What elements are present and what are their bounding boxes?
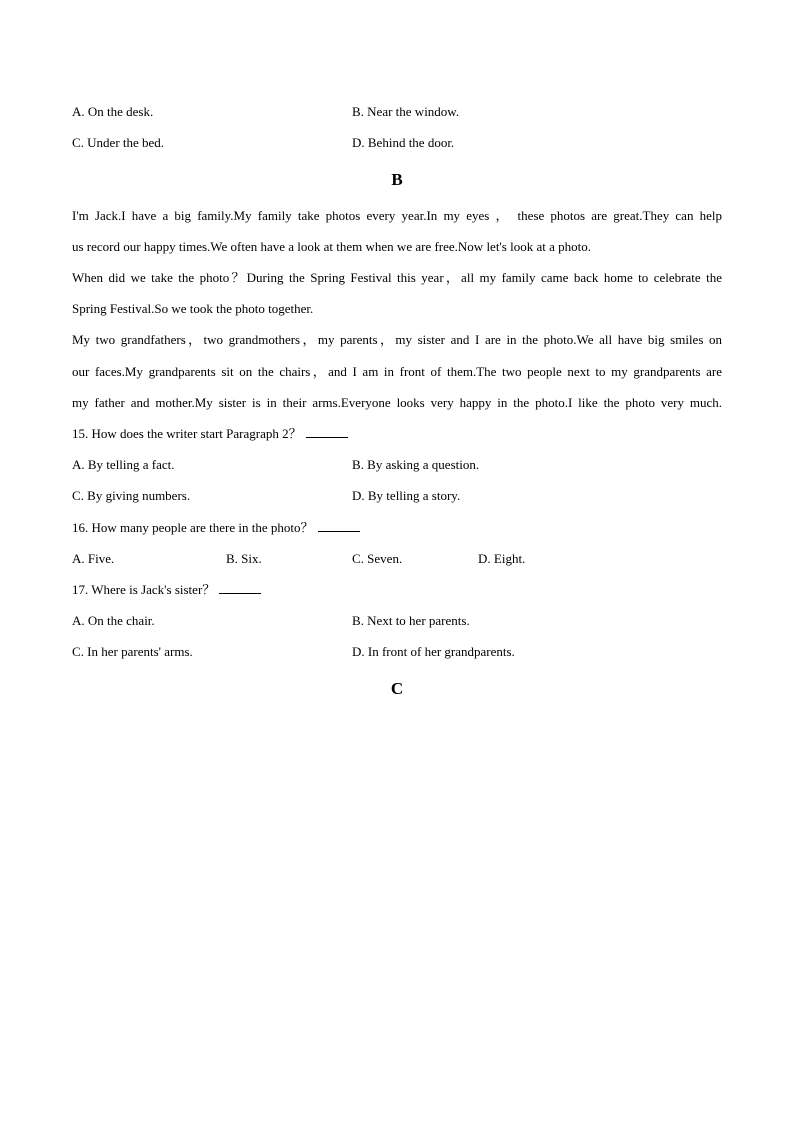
passage-line: my father and mother.My sister is in their arms.Everyone looks very happy in the photo.I like the photo very much. (72, 395, 722, 410)
option-d: D. Behind the door. (352, 135, 455, 150)
question-16 (72, 518, 360, 538)
question-stem: 17. Where is Jack's sister？ (72, 582, 216, 597)
passage-line: When did we take the photo？During the Spring Festival this year，all my family came back home to celebrate the (72, 270, 722, 285)
passage-line: Spring Festival.So we took the photo together. (72, 301, 314, 316)
option-row (72, 549, 722, 569)
option-row (72, 486, 722, 506)
option-c[interactable]: C. By giving numbers. (72, 488, 191, 503)
option-c[interactable]: C. In her parents' arms. (72, 644, 193, 659)
answer-blank[interactable] (318, 519, 360, 532)
option-a: A. On the desk. (72, 104, 154, 119)
option-row (72, 642, 722, 662)
question-stem: 16. How many people are there in the photo？ (72, 520, 314, 535)
answer-blank[interactable] (306, 425, 348, 438)
question-15 (72, 424, 348, 444)
option-d[interactable]: D. In front of her grandparents. (352, 644, 515, 659)
passage-line: My two grandfathers，two grandmothers，my parents，my sister and I are in the photo.We all have big smiles on (72, 332, 722, 347)
option-row (72, 133, 722, 153)
option-b[interactable]: B. Next to her parents. (352, 613, 470, 628)
option-d[interactable]: D. By telling a story. (352, 488, 461, 503)
option-a[interactable]: A. Five. (72, 551, 115, 566)
section-heading-b: B (391, 170, 403, 189)
option-b[interactable]: B. Six. (226, 551, 262, 566)
option-c: C. Under the bed. (72, 135, 165, 150)
option-a[interactable]: A. On the chair. (72, 613, 155, 628)
question-stem: 15. How does the writer start Paragraph 2？ (72, 426, 302, 441)
option-a[interactable]: A. By telling a fact. (72, 457, 175, 472)
option-row (72, 611, 722, 631)
passage-line: I'm Jack.I have a big family.My family take photos every year.In my eyes ， these photos are great.They can help (72, 208, 722, 223)
option-b[interactable]: B. By asking a question. (352, 457, 480, 472)
question-17 (72, 580, 261, 600)
passage-line: our faces.My grandparents sit on the chairs，and I am in front of them.The two people next to my grandparents are (72, 364, 722, 379)
option-c[interactable]: C. Seven. (352, 551, 403, 566)
section-heading-c: C (390, 679, 404, 698)
answer-blank[interactable] (219, 581, 261, 594)
option-row (72, 102, 722, 122)
option-d[interactable]: D. Eight. (478, 551, 526, 566)
option-row (72, 455, 722, 475)
option-b: B. Near the window. (352, 104, 460, 119)
passage-line: us record our happy times.We often have a look at them when we are free.Now let's look at a photo. (72, 239, 591, 254)
